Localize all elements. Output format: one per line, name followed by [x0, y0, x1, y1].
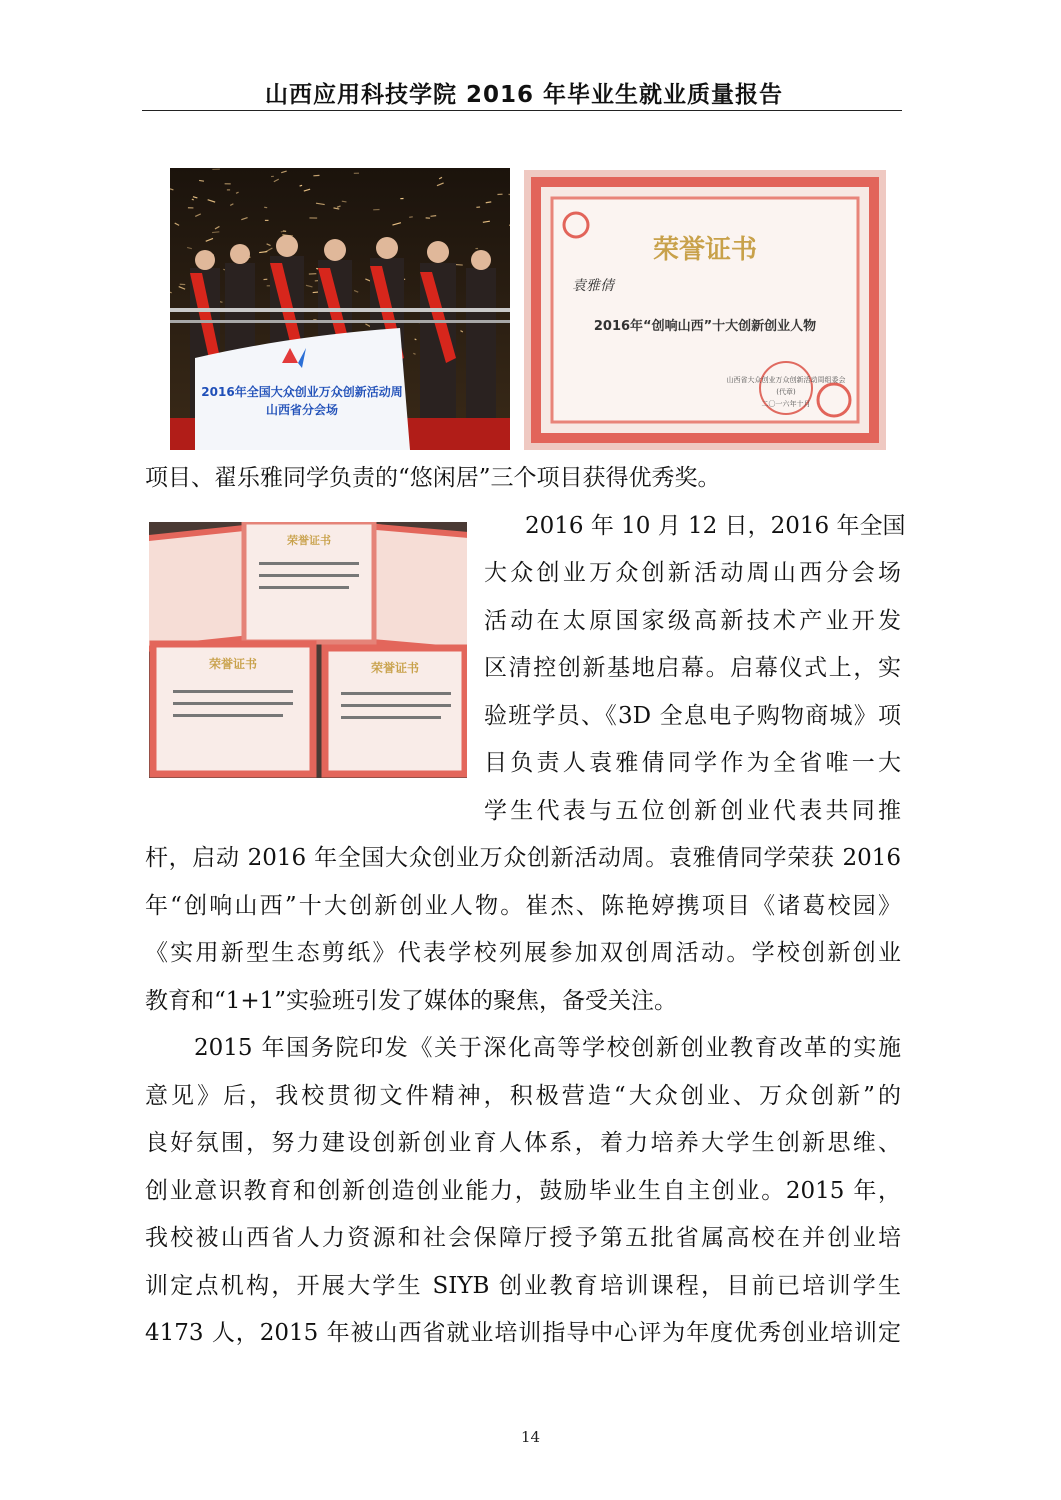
- firework-spark: [508, 194, 510, 195]
- firework-spark: [354, 173, 359, 174]
- firework-spark: [225, 183, 231, 184]
- certificate-issuer: 山西省大众创业万众创新活动周组委会: [726, 376, 846, 384]
- firework-spark: [400, 198, 403, 199]
- body-line-18: 训定点机构，开展大学生 SIYB 创业教育培训课程，目前已培训学生: [145, 1273, 901, 1299]
- body-line-13: 2015 年国务院印发《关于深化高等学校创新创业教育改革的实施: [194, 1035, 901, 1061]
- body-line-14: 意见》后，我校贯彻文件精神，积极营造“大众创业、万众创新”的: [145, 1083, 901, 1109]
- body-line-8: 学生代表与五位创新创业代表共同推: [484, 798, 901, 824]
- body-line-5: 区清控创新基地启幕。启幕仪式上，实: [484, 655, 901, 681]
- body-line-7: 目负责人袁雅倩同学作为全省唯一大: [484, 750, 901, 776]
- firework-spark: [265, 220, 269, 221]
- page-number: 14: [520, 1428, 541, 1446]
- certificate-name: 袁雅倩: [572, 278, 614, 294]
- event-board-line1: 2016年全国大众创业万众创新活动周: [201, 385, 403, 399]
- body-line-19: 4173 人，2015 年被山西省就业培训指导中心评为年度优秀创业培训定: [145, 1320, 901, 1346]
- certificate-body: 2016年“创响山西”十大创新创业人物: [593, 319, 817, 334]
- firework-spark: [309, 217, 317, 218]
- multiple-certificates-photo: [149, 522, 467, 778]
- body-line-11: 《实用新型生态剪纸》代表学校列展参加双创周活动。学校创新创业: [145, 940, 901, 966]
- firework-spark: [188, 207, 194, 208]
- body-line-2: 2016 年 10 月 12 日，2016 年全国: [525, 513, 906, 539]
- body-line-15: 良好氛围，努力建设创新创业育人体系，着力培养大学生创新思维、: [145, 1130, 901, 1156]
- body-line-17: 我校被山西省人力资源和社会保障厅授予第五批省属高校在并创业培: [145, 1225, 901, 1251]
- body-line-16: 创业意识教育和创新创造创业能力，鼓励毕业生自主创业。2015 年，: [145, 1178, 901, 1204]
- certificate-issuer-note: (代章): [776, 388, 796, 396]
- certificate-title: 荣誉证书: [652, 235, 758, 265]
- certificates-right-title: 荣誉证书: [370, 661, 420, 675]
- event-photo: [170, 168, 510, 450]
- body-line-12: 教育和“1+1”实验班引发了媒体的聚焦，备受关注。: [145, 988, 678, 1014]
- certificates-top-title: 荣誉证书: [287, 534, 331, 547]
- firework-spark: [475, 248, 478, 249]
- header-rule: [142, 110, 902, 111]
- firework-spark: [227, 189, 230, 190]
- honor-certificate-photo: [524, 170, 886, 450]
- body-line-6: 验班学员、《3D 全息电子购物商城》项: [484, 703, 901, 729]
- body-line-9: 杆，启动 2016 年全国大众创业万众创新活动周。袁雅倩同学荣获 2016: [145, 845, 901, 871]
- body-line-3: 大众创业万众创新活动周山西分会场: [484, 560, 901, 586]
- body-line-10: 年“创响山西”十大创新创业人物。崔杰、陈艳婷携项目《诸葛校园》: [145, 893, 901, 919]
- certificate-date: 二〇一六年十月: [761, 400, 811, 408]
- body-line-4: 活动在太原国家级高新技术产业开发: [484, 608, 901, 634]
- body-line-1: 项目、翟乐雅同学负责的“悠闲居”三个项目获得优秀奖。: [145, 465, 721, 491]
- certificates-left-title: 荣誉证书: [208, 657, 258, 671]
- page-header-title: 山西应用科技学院 2016 年毕业生就业质量报告: [264, 82, 784, 108]
- event-board-line2: 山西省分会场: [265, 403, 339, 417]
